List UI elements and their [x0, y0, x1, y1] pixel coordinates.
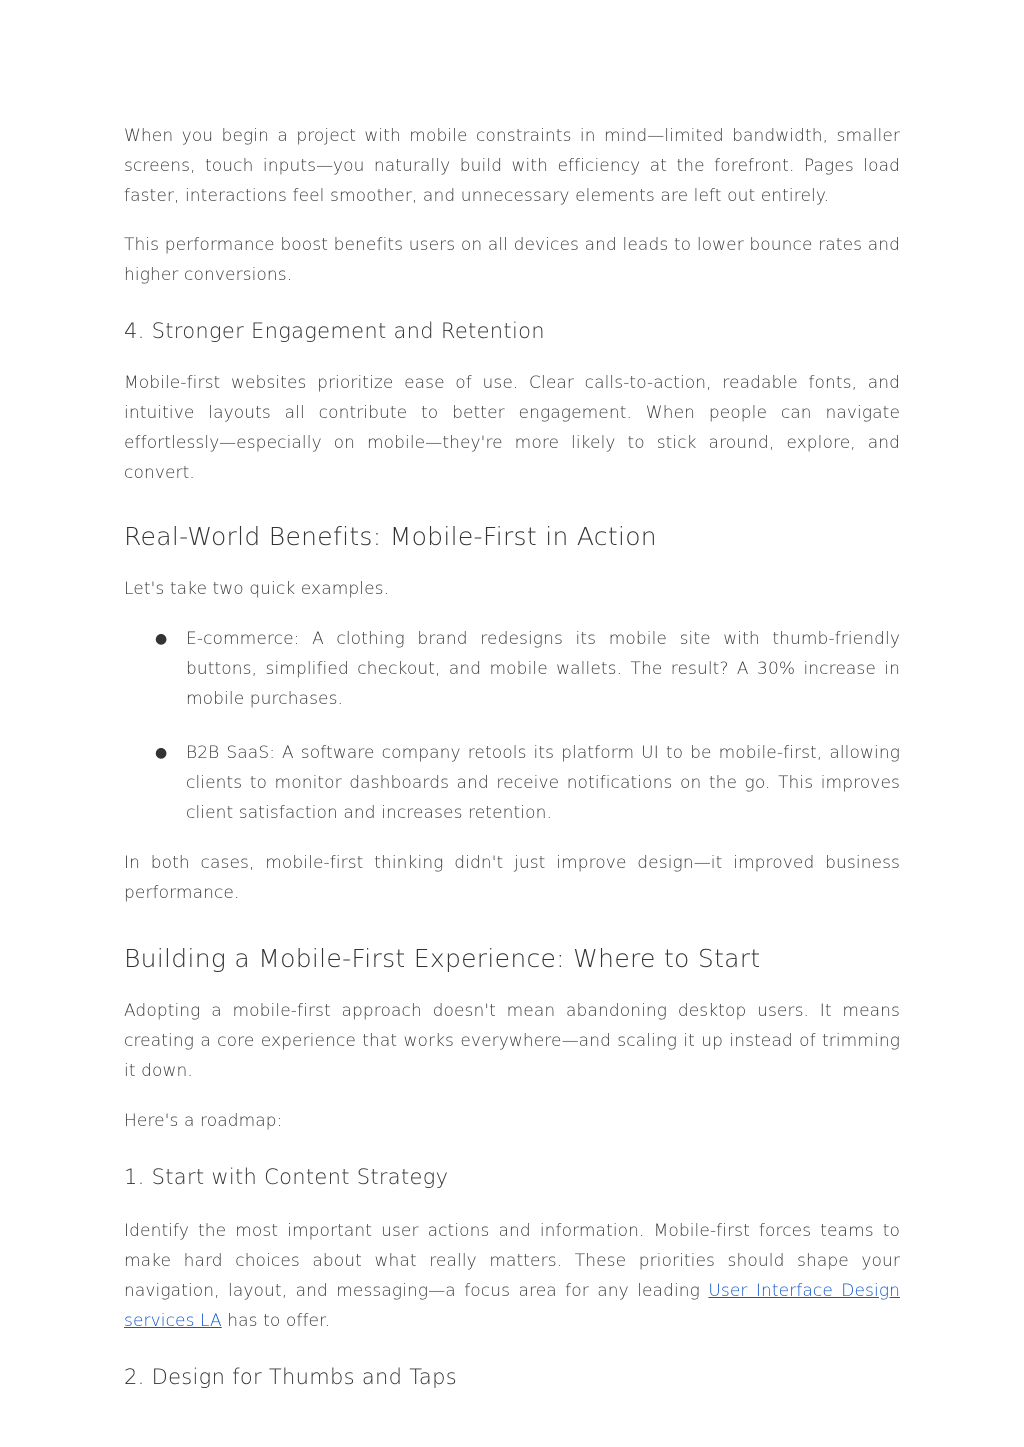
paragraph-performance: This performance boost benefits users on all devices and leads to lower bounce rates and higher conversions. [124, 235, 900, 285]
list-item [124, 624, 900, 714]
heading-real-world-benefits: Real-World Benefits: Mobile-First in Action [124, 522, 657, 551]
ui-design-services-link[interactable]: User Interface Design services LA [124, 1281, 901, 1331]
paragraph-text: Identify the most important user actions and information. Mobile-first forces teams to make hard choices about what really matters. These priorities should shape your navigation, layout, and messaging—a focus area for any leading [124, 1221, 900, 1301]
heading-building-mobile-first: Building a Mobile-First Experience: Where to Start [124, 944, 761, 973]
bullet-icon: ● [155, 631, 168, 647]
paragraph-content-strategy [124, 1216, 900, 1336]
paragraph-efficiency: When you begin a project with mobile constraints in mind—limited bandwidth, smaller screens, touch inputs—you naturally build with efficiency at the forefront. Pages load faster, interactions feel smoother, and unnecessary elements are left out entirely. [124, 126, 900, 206]
list-item [124, 738, 900, 828]
examples-list [124, 624, 900, 828]
bullet-icon: ● [155, 745, 168, 761]
paragraph-engagement: Mobile-first websites prioritize ease of use. Clear calls-to-action, readable fonts, and intuitive layouts all contribute to better engagement. When people can navigate effortlessly—especially on mobile—they're more likely to stick around, explore, and convert. [124, 373, 900, 483]
paragraph-text: has to offer. [221, 1311, 331, 1331]
list-item-text: E-commerce: A clothing brand redesigns its mobile site with thumb-friendly buttons, simplified checkout, and mobile wallets. The result? A 30% increase in mobile purchases. [186, 629, 900, 709]
list-item-text: B2B SaaS: A software company retools its platform UI to be mobile-first, allowing clients to monitor dashboards and receive notifications on the go. This improves client satisfaction and increases retention. [186, 743, 900, 823]
heading-engagement: 4. Stronger Engagement and Retention [124, 319, 545, 343]
paragraph-adopting: Adopting a mobile-first approach doesn't mean abandoning desktop users. It means creating a core experience that works everywhere—and scaling it up instead of trimming it down. [124, 1001, 900, 1081]
heading-thumbs-taps: 2. Design for Thumbs and Taps [124, 1365, 457, 1389]
heading-content-strategy: 1. Start with Content Strategy [124, 1165, 449, 1189]
document-page [124, 121, 900, 1392]
paragraph-examples-intro: Let's take two quick examples. [124, 579, 390, 599]
paragraph-roadmap: Here's a roadmap: [124, 1111, 283, 1131]
paragraph-both-cases: In both cases, mobile-first thinking didn't just improve design—it improved business performance. [124, 853, 900, 903]
